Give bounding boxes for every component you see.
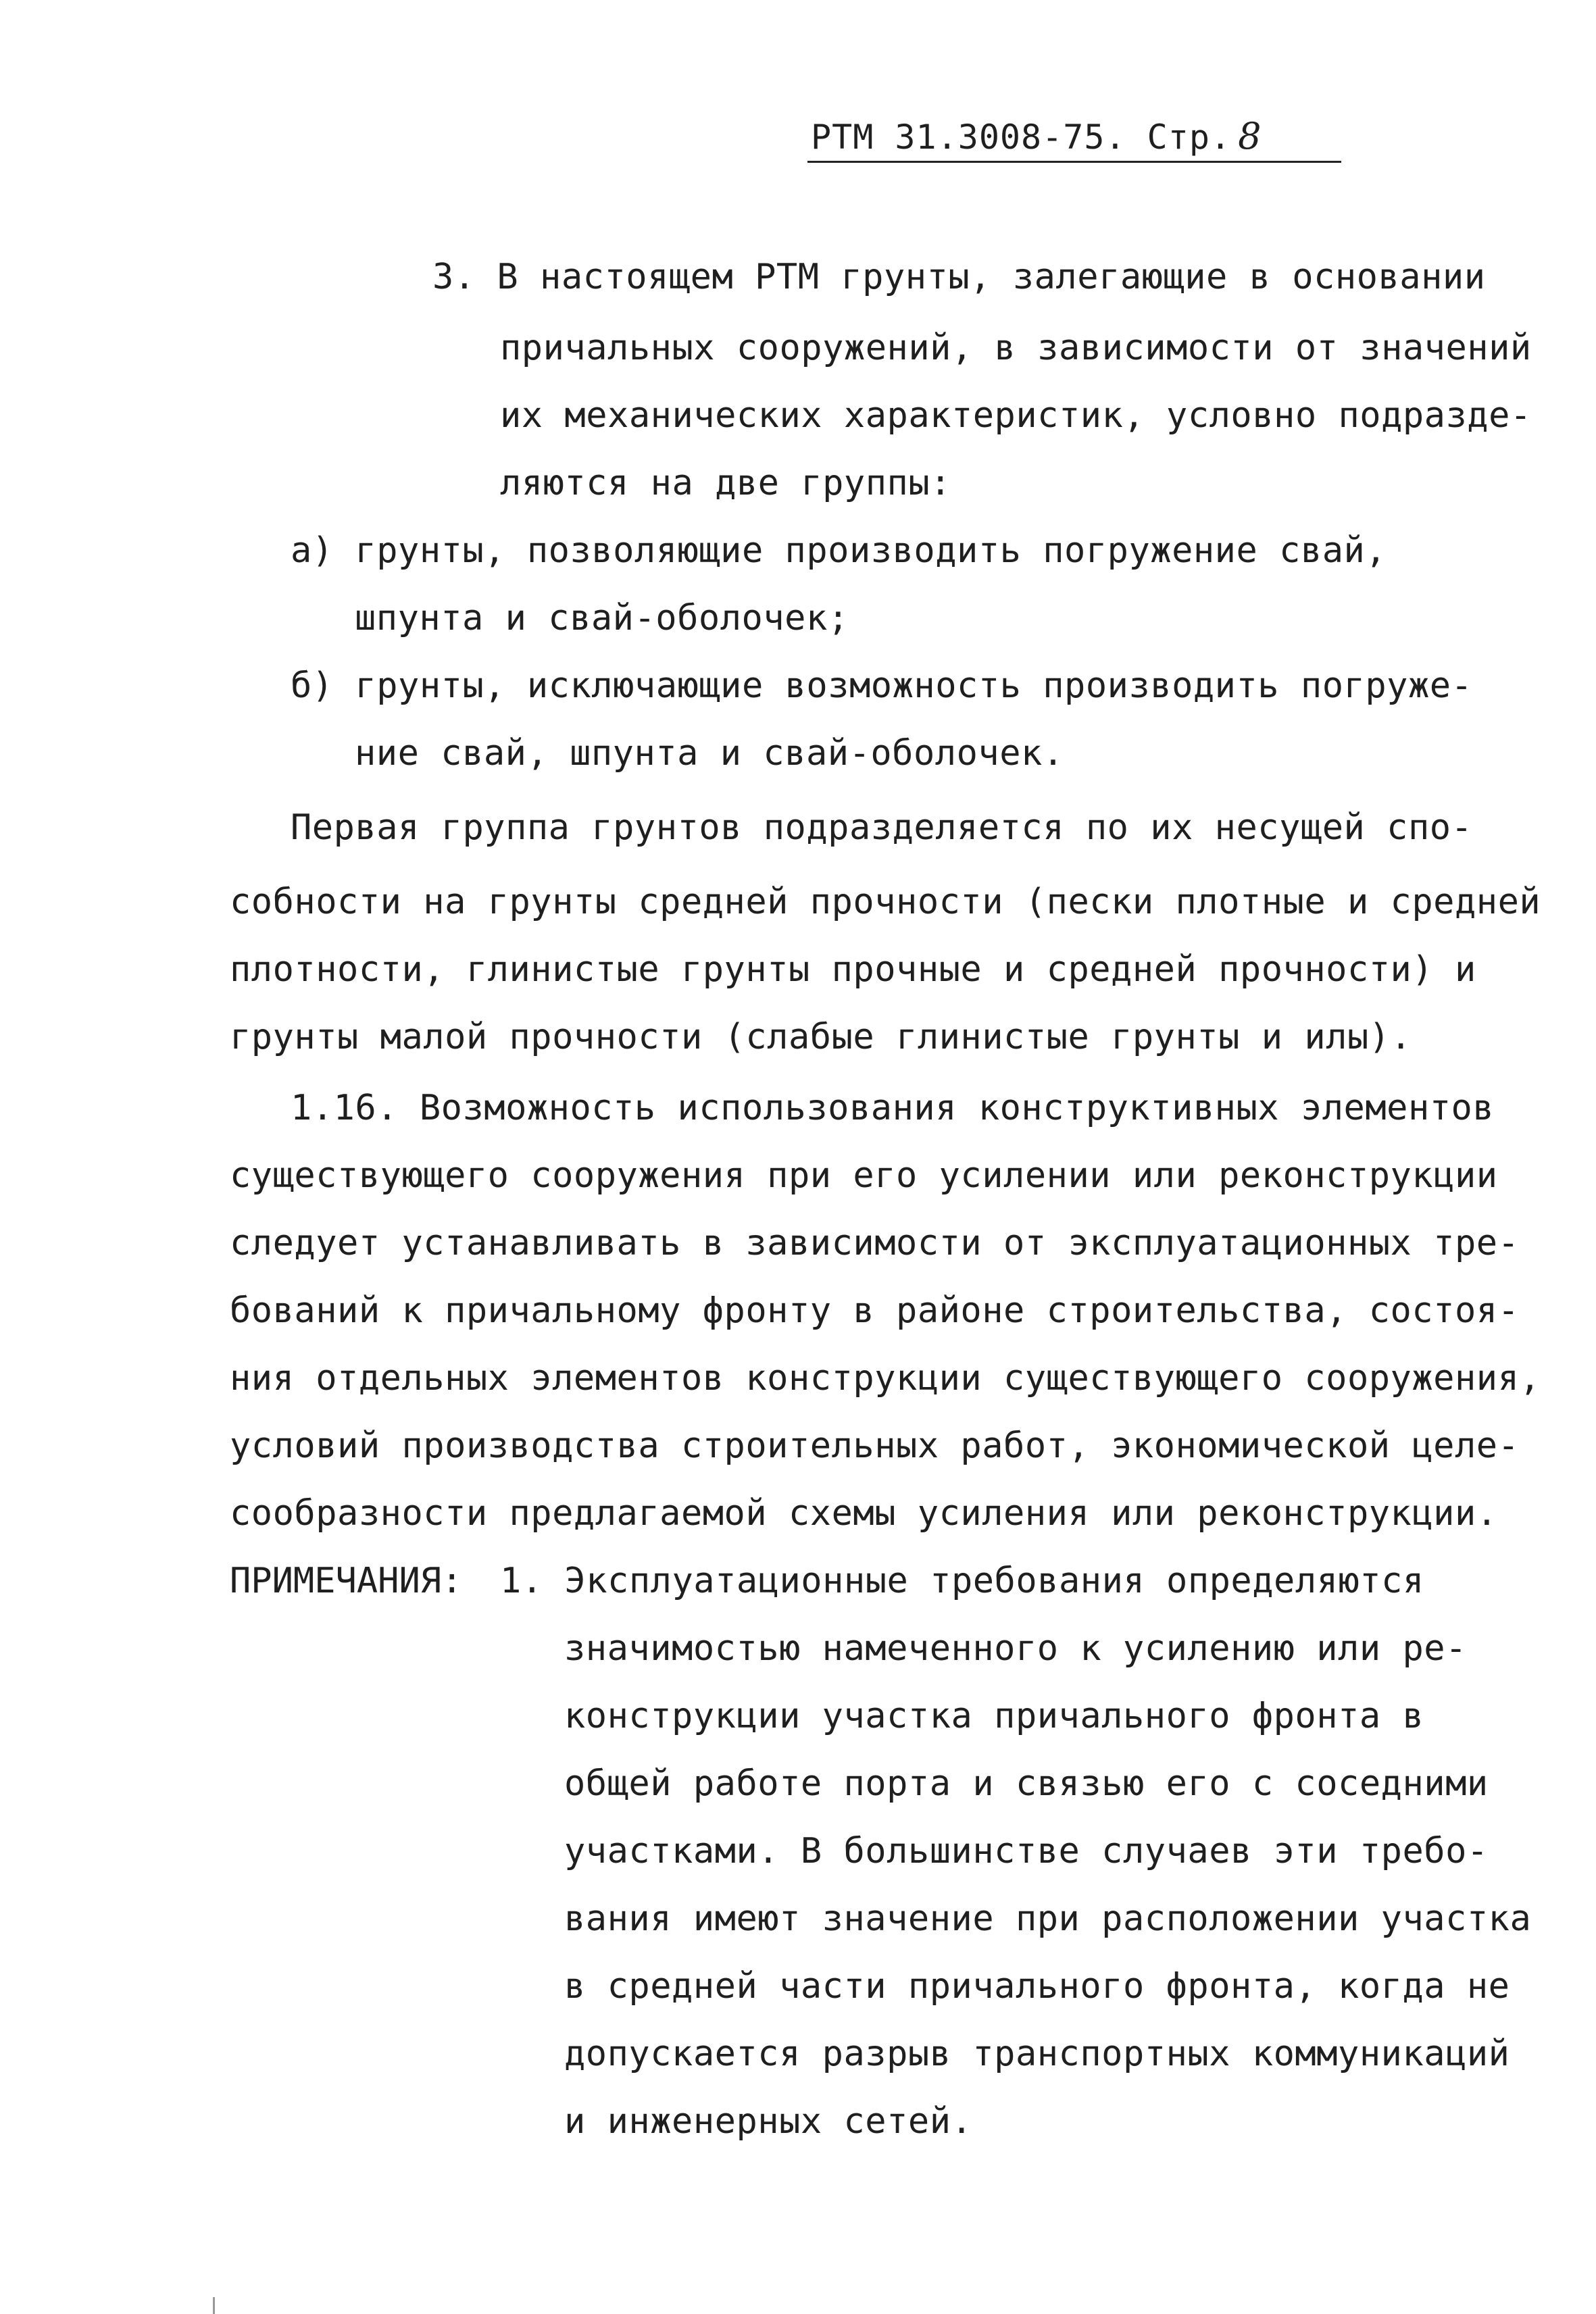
text-line: 3. В настоящем РТМ грунты, залегающие в основании xyxy=(432,257,1486,297)
document-reference: РТМ 31.3008-75. Стр. xyxy=(811,118,1232,157)
list-item-continuation: шпунта и свай-оболочек; xyxy=(355,598,849,638)
list-item: б) грунты, исключающие возможность производить погруже- xyxy=(291,665,1473,706)
page-header xyxy=(811,115,1262,157)
paragraph-line: собности на грунты средней прочности (пески плотные и средней xyxy=(230,882,1541,922)
paragraph-line: Первая группа грунтов подразделяется по их несущей спо- xyxy=(291,807,1473,848)
paragraph-line: сообразности предлагаемой схемы усиления или реконструкции. xyxy=(230,1493,1498,1534)
scan-margin-mark xyxy=(213,2297,215,2314)
note-line: конструкции участка причального фронта в xyxy=(564,1696,1424,1736)
paragraph-line: плотности, глинистые грунты прочные и средней прочности) и xyxy=(230,949,1476,990)
text-line: их механических характеристик, условно подразде- xyxy=(500,395,1532,436)
paragraph-line: бований к причальному фронту в районе строительства, состоя- xyxy=(230,1290,1520,1331)
paragraph-line: грунты малой прочности (слабые глинистые грунты и илы). xyxy=(230,1017,1412,1057)
note-line: в средней части причального фронта, когда не xyxy=(564,1966,1510,2007)
note-line: участками. В большинстве случаев эти требо- xyxy=(564,1831,1489,1871)
note-line: допускается разрыв транспортных коммуникаций xyxy=(564,2034,1510,2074)
notes-label: ПРИМЕЧАНИЯ: xyxy=(230,1561,463,1601)
paragraph-line: 1.16. Возможность использования конструктивных элементов xyxy=(291,1088,1495,1128)
text-line: ляются на две группы: xyxy=(500,463,951,503)
page-number: 8 xyxy=(1238,115,1262,157)
list-item: а) грунты, позволяющие производить погружение свай, xyxy=(291,530,1387,571)
note-line: общей работе порта и связью его с соседними xyxy=(564,1763,1489,1804)
paragraph-line: ния отдельных элементов конструкции существующего сооружения, xyxy=(230,1358,1541,1399)
note-line: значимостью намеченного к усилению или ре- xyxy=(564,1628,1467,1669)
paragraph-line: следует устанавливать в зависимости от эксплуатационных тре- xyxy=(230,1223,1520,1263)
note-line: вания имеют значение при расположении участка xyxy=(564,1898,1532,1939)
header-underline xyxy=(807,161,1341,163)
note-line: 1. Эксплуатационные требования определяются xyxy=(500,1561,1424,1601)
text-line: причальных сооружений, в зависимости от значений xyxy=(500,328,1532,368)
list-item-continuation: ние свай, шпунта и свай-оболочек. xyxy=(355,733,1064,774)
paragraph-line: условий производства строительных работ, экономической целе- xyxy=(230,1426,1520,1466)
note-line: и инженерных сетей. xyxy=(564,2101,973,2142)
paragraph-line: существующего сооружения при его усилении или реконструкции xyxy=(230,1155,1498,1196)
